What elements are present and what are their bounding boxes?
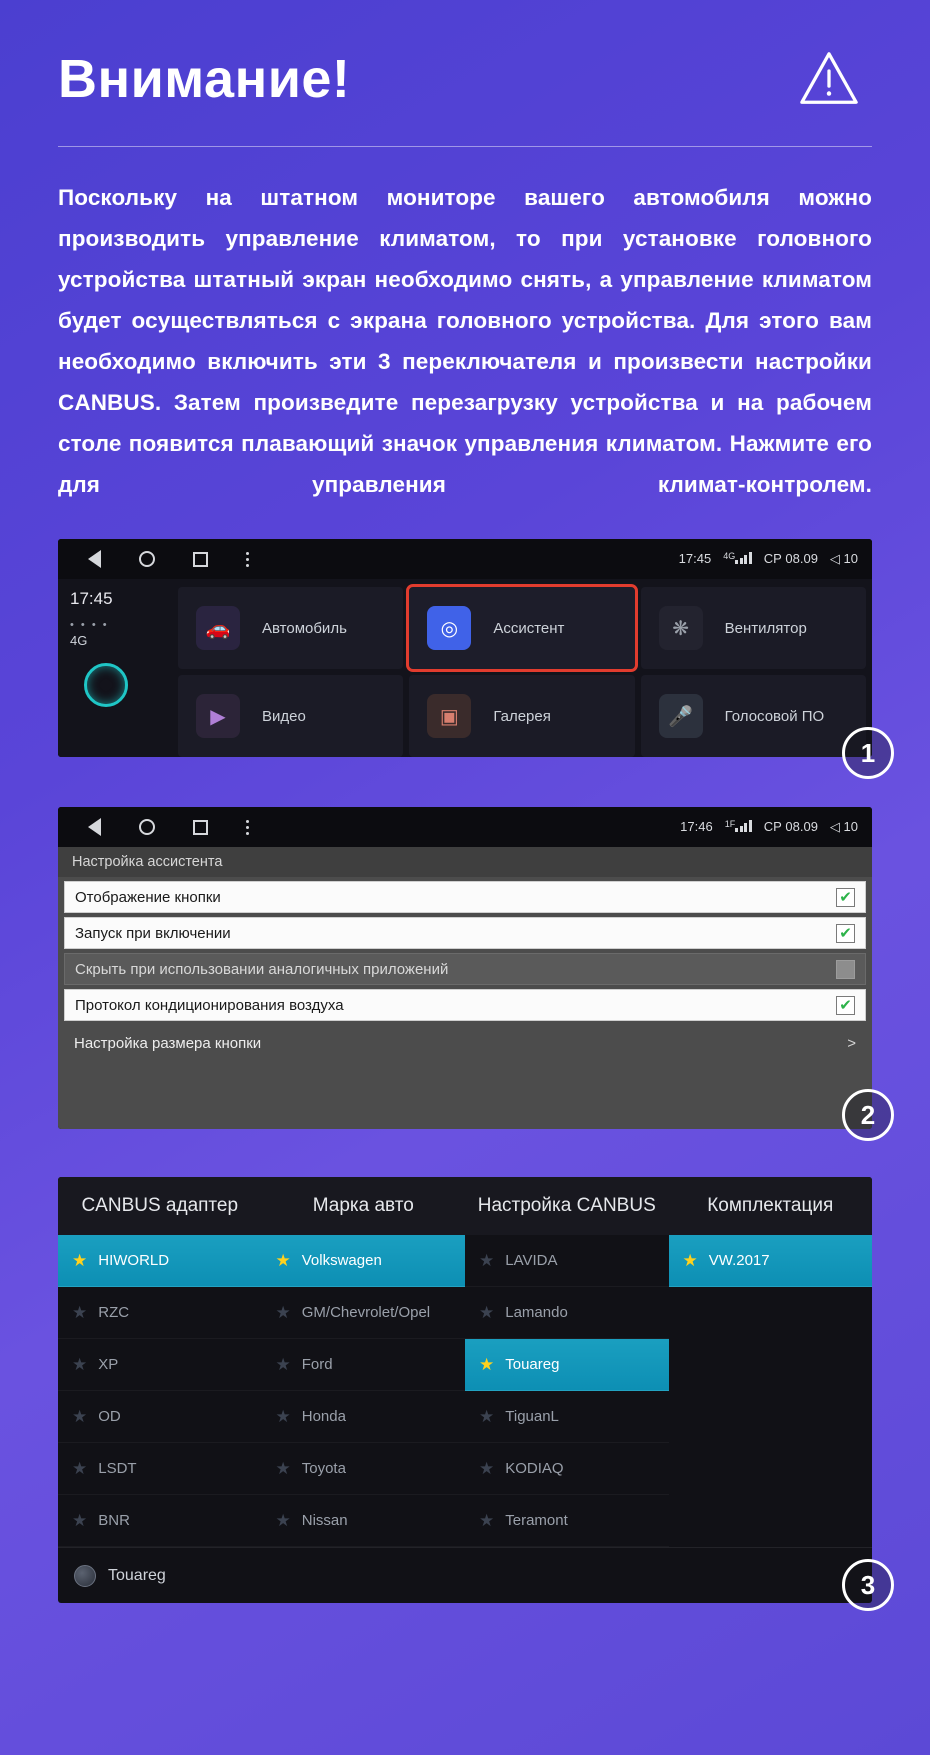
checkbox-unchecked-icon[interactable] (836, 960, 855, 979)
list-item[interactable] (465, 1339, 669, 1391)
canbus-footer-label: Touareg (108, 1566, 166, 1584)
list-item[interactable] (465, 1443, 669, 1495)
setting-row-ac-protocol[interactable] (64, 989, 866, 1021)
assistant-icon: ◎ (427, 606, 471, 650)
checkbox-checked-icon[interactable]: ✔ (836, 924, 855, 943)
screenshot-launcher (58, 539, 876, 768)
home-icon[interactable] (139, 551, 155, 567)
star-icon: ★ (72, 1511, 88, 1530)
setting-row-hide-similar-apps[interactable] (64, 953, 866, 985)
list-item[interactable] (465, 1235, 669, 1287)
step-badge-3: 3 (842, 1559, 894, 1611)
screenshot-canbus (58, 1177, 876, 1603)
column-header-adapter: CANBUS адаптер (81, 1195, 239, 1216)
step-badge-1: 1 (842, 727, 894, 779)
setting-label: Отображение кнопки (75, 888, 221, 906)
setting-label: Запуск при включении (75, 924, 231, 942)
car-icon: 🚗 (196, 606, 240, 650)
list-item[interactable] (262, 1287, 466, 1339)
more-options-icon[interactable] (246, 820, 249, 835)
status-date: СР 08.09 (763, 551, 818, 567)
star-icon: ★ (275, 1407, 291, 1426)
warning-triangle-icon (798, 48, 860, 110)
star-icon: ★ (72, 1251, 88, 1270)
android-nav-buttons[interactable] (88, 818, 249, 836)
status-bar-1 (58, 539, 872, 579)
star-icon: ★ (275, 1251, 291, 1270)
gallery-icon: ▣ (427, 694, 471, 738)
star-icon: ★ (275, 1511, 291, 1530)
screenshot-assistant-settings (58, 807, 876, 1130)
star-icon: ★ (479, 1511, 495, 1530)
settings-panel (58, 847, 872, 1129)
app-tile-label: Видео (262, 707, 306, 725)
star-icon: ★ (479, 1355, 495, 1374)
signal-dots: • • • • (70, 619, 109, 631)
star-icon: ★ (479, 1303, 495, 1322)
list-item-label: Lamando (505, 1304, 568, 1321)
list-item[interactable] (262, 1339, 466, 1391)
list-item-label: LAVIDA (505, 1252, 558, 1269)
settings-section-title: Настройка ассистента (58, 847, 872, 877)
step-badge-2: 2 (842, 1089, 894, 1141)
android-nav-buttons[interactable] (88, 550, 249, 568)
list-item[interactable] (669, 1235, 873, 1287)
launcher-screen (58, 579, 872, 757)
star-icon: ★ (72, 1459, 88, 1478)
app-tile-grid (178, 579, 872, 757)
setting-label: Настройка размера кнопки (74, 1034, 262, 1052)
star-icon: ★ (72, 1303, 88, 1322)
list-item[interactable] (58, 1235, 262, 1287)
home-icon[interactable] (139, 819, 155, 835)
setting-label: Протокол кондиционирования воздуха (75, 996, 344, 1014)
star-icon: ★ (682, 1251, 698, 1270)
checkbox-checked-icon[interactable]: ✔ (836, 996, 855, 1015)
app-tile-label: Голосовой ПО (724, 707, 825, 725)
star-icon: ★ (72, 1355, 88, 1374)
list-item[interactable] (465, 1287, 669, 1339)
star-icon: ★ (479, 1251, 495, 1270)
setting-row-show-button[interactable] (64, 881, 866, 913)
column-header-brand: Марка авто (312, 1195, 414, 1216)
chevron-right-icon: > (847, 1034, 856, 1052)
page-title: Внимание! (58, 49, 351, 109)
canbus-columns (58, 1235, 872, 1547)
setting-row-start-on-boot[interactable] (64, 917, 866, 949)
settings-empty-area (58, 1065, 872, 1121)
list-item-label: LSDT (98, 1460, 137, 1477)
star-icon: ★ (275, 1355, 291, 1374)
globe-icon (74, 1565, 96, 1587)
back-icon[interactable] (88, 550, 101, 568)
canbus-column-headers (58, 1177, 872, 1235)
video-play-icon: ▶ (196, 694, 240, 738)
star-icon: ★ (479, 1407, 495, 1426)
recents-icon[interactable] (193, 552, 208, 567)
app-tile-label: Галерея (493, 707, 551, 725)
list-item-label: Volkswagen (301, 1252, 382, 1269)
list-item-label: RZC (98, 1304, 130, 1321)
body-paragraph: Поскольку на штатном мониторе вашего автомобиля можно производить управление климатом, то при установке головного устройства штатный экран необходимо снять, а управление климатом будет осуществляться с экрана головного устройства. Для этого вам необходимо включить эти 3 переключателя и произвести настройки CANBUS. Затем произведите перезагрузку устройства и на рабочем столе появится плавающий значок управления климатом. Нажмите его для управления климат-контролем. (58, 185, 872, 497)
list-item[interactable] (262, 1443, 466, 1495)
list-item-label: XP (98, 1356, 119, 1373)
volume-indicator: ◁ 10 (829, 818, 858, 834)
list-item-label: Toyota (301, 1460, 346, 1477)
list-item[interactable] (58, 1391, 262, 1443)
canbus-column-adapter (58, 1235, 262, 1547)
setting-label: Скрыть при использовании аналогичных приложений (75, 960, 449, 978)
list-item-label: KODIAQ (505, 1460, 564, 1477)
checkbox-checked-icon[interactable]: ✔ (836, 888, 855, 907)
microphone-icon: 🎤 (659, 694, 703, 738)
app-tile-label: Ассистент (493, 619, 565, 637)
list-item-label: Teramont (505, 1512, 568, 1529)
list-item[interactable] (58, 1443, 262, 1495)
list-item-label: HIWORLD (98, 1252, 170, 1269)
status-date: СР 08.09 (763, 819, 818, 835)
app-tile-car[interactable] (178, 587, 403, 669)
canbus-column-trim (669, 1235, 873, 1547)
list-item[interactable] (262, 1495, 466, 1547)
list-item-label: Touareg (505, 1356, 560, 1373)
launcher-clock: 17:45 (70, 589, 113, 608)
app-tile-voice[interactable] (641, 675, 866, 757)
star-icon: ★ (72, 1407, 88, 1426)
volume-indicator: ◁ 10 (829, 550, 858, 566)
status-time: 17:45 (678, 551, 712, 567)
list-item[interactable] (58, 1495, 262, 1547)
app-tile-label: Автомобиль (262, 619, 347, 637)
app-tile-assistant[interactable] (409, 587, 634, 669)
recents-icon[interactable] (193, 820, 208, 835)
list-item[interactable] (58, 1287, 262, 1339)
star-icon: ★ (275, 1303, 291, 1322)
setting-row-button-size[interactable] (64, 1025, 866, 1061)
assistant-ring-icon[interactable] (84, 663, 128, 707)
list-item-label: VW.2017 (708, 1252, 770, 1269)
header (58, 0, 872, 110)
app-tile-gallery[interactable] (409, 675, 634, 757)
status-bar-2 (58, 807, 872, 847)
list-item-label: OD (98, 1408, 121, 1425)
canbus-column-model (465, 1235, 669, 1547)
network-label: 4G (70, 633, 88, 648)
list-item-label: TiguanL (505, 1408, 559, 1425)
network-indicator: 1F (725, 819, 752, 835)
app-tile-label: Вентилятор (724, 619, 807, 637)
list-item-label: Ford (301, 1356, 333, 1373)
app-tile-fan[interactable] (641, 587, 866, 669)
canbus-footer (58, 1547, 872, 1603)
list-item-label: Nissan (301, 1512, 348, 1529)
app-tile-video[interactable] (178, 675, 403, 757)
list-item-label: Honda (301, 1408, 346, 1425)
header-divider (58, 146, 872, 147)
list-item[interactable] (262, 1391, 466, 1443)
canbus-column-brand (262, 1235, 466, 1547)
column-header-trim: Комплектация (707, 1195, 834, 1216)
star-icon: ★ (479, 1459, 495, 1478)
more-options-icon[interactable] (246, 552, 249, 567)
status-time: 17:46 (680, 819, 713, 835)
launcher-left-panel (58, 579, 178, 757)
network-indicator: 4G (723, 551, 752, 567)
list-item[interactable] (465, 1495, 669, 1547)
fan-icon: ❋ (659, 606, 703, 650)
list-item[interactable] (262, 1235, 466, 1287)
column-header-model: Настройка CANBUS (477, 1195, 656, 1216)
list-item[interactable] (58, 1339, 262, 1391)
back-icon[interactable] (88, 818, 101, 836)
list-item-label: GM/Chevrolet/Opel (301, 1304, 431, 1321)
list-item[interactable] (465, 1391, 669, 1443)
star-icon: ★ (275, 1459, 291, 1478)
list-item-label: BNR (98, 1512, 130, 1529)
